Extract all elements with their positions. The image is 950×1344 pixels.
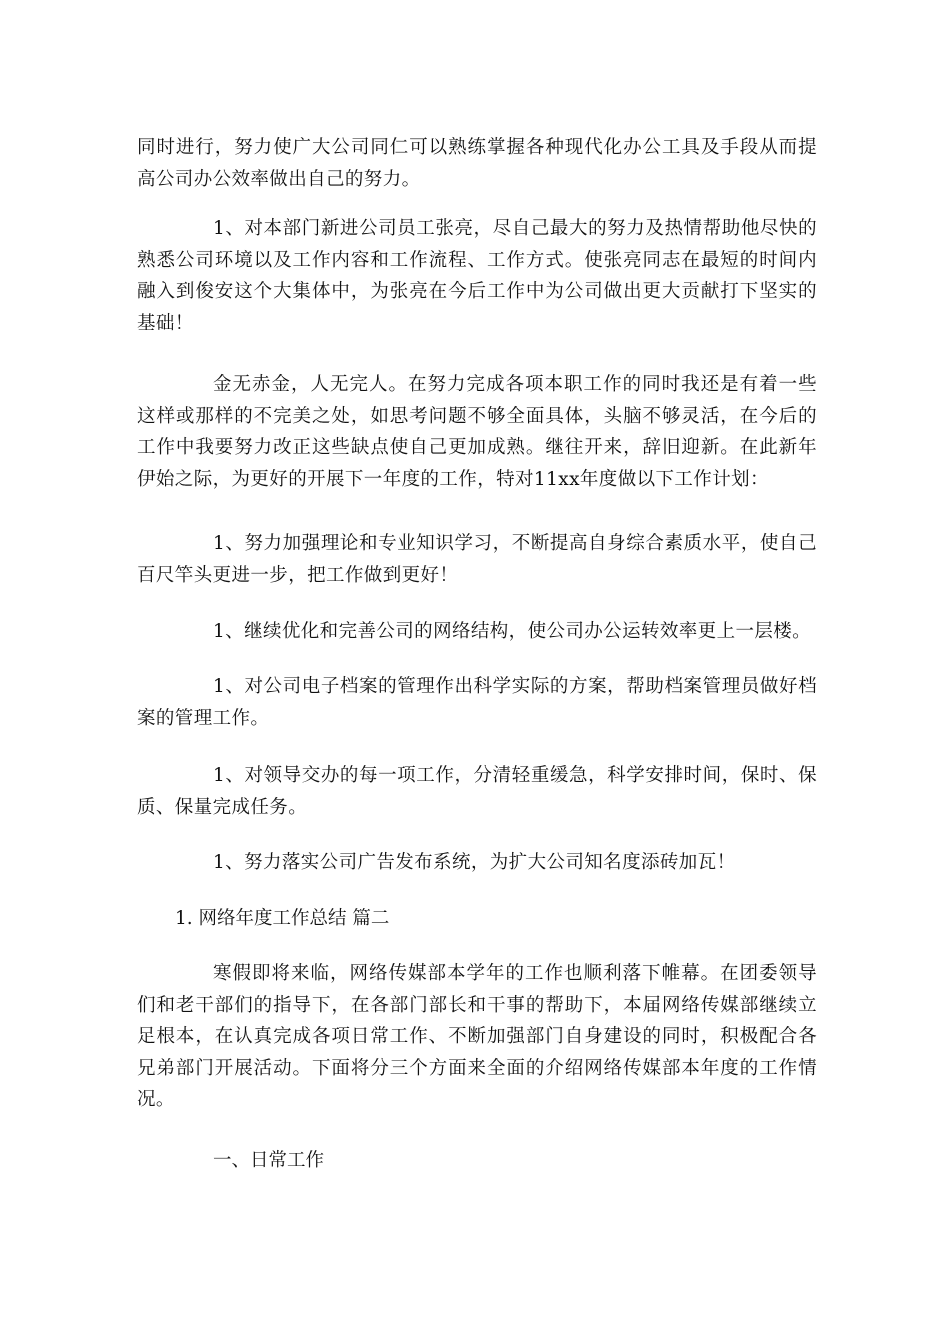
paragraph-continuation: 同时进行，努力使广大公司同仁可以熟练掌握各种现代化办公工具及手段从而提高公司办公效率做出自己的努力。 — [137, 137, 817, 190]
paragraph-plan-tasks: 1、对领导交办的每一项工作，分清轻重缓急，科学安排时间，保时、保质、保量完成任务。 — [137, 765, 817, 818]
paragraph-self-review: 金无赤金，人无完人。在努力完成各项本职工作的同时我还是有着一些这样或那样的不完美之处，如思考问题不够全面具体，头脑不够灵活，在今后的工作中我要努力改正这些缺点使自己更加成熟。继往开来，辞旧迎新。在此新年伊始之际，为更好的开展下一年度的工作，特对11xx年度做以下工作计划： — [137, 374, 817, 490]
subsection-heading: 一、日常工作 — [213, 1150, 325, 1171]
paragraph-section-intro: 寒假即将来临，网络传媒部本学年的工作也顺利落下帷幕。在团委领导们和老干部们的指导下，在各部门部长和干事的帮助下，本届网络传媒部继续立足根本，在认真完成各项日常工作、不断加强部门自身建设的同时，积极配合各兄弟部门开展活动。下面将分三个方面来全面的介绍网络传媒部本年度的工作情况。 — [137, 963, 817, 1110]
paragraph-plan-archives: 1、对公司电子档案的管理作出科学实际的方案，帮助档案管理员做好档案的管理工作。 — [137, 676, 817, 729]
paragraph-plan-network: 1、继续优化和完善公司的网络结构，使公司办公运转效率更上一层楼。 — [213, 621, 812, 642]
paragraph-plan-study: 1、努力加强理论和专业知识学习，不断提高自身综合素质水平，使自己百尺竿头更进一步，把工作做到更好！ — [137, 533, 817, 586]
paragraph-plan-advertising: 1、努力落实公司广告发布系统，为扩大公司知名度添砖加瓦！ — [213, 852, 736, 873]
section-heading: 1. 网络年度工作总结 篇二 — [175, 908, 390, 929]
paragraph-item-new-staff: 1、对本部门新进公司员工张亮，尽自己最大的努力及热情帮助他尽快的熟悉公司环境以及工作内容和工作流程、工作方式。使张亮同志在最短的时间内融入到俊安这个大集体中，为张亮在今后工作中为公司做出更大贡献打下坚实的基础！ — [137, 218, 817, 334]
